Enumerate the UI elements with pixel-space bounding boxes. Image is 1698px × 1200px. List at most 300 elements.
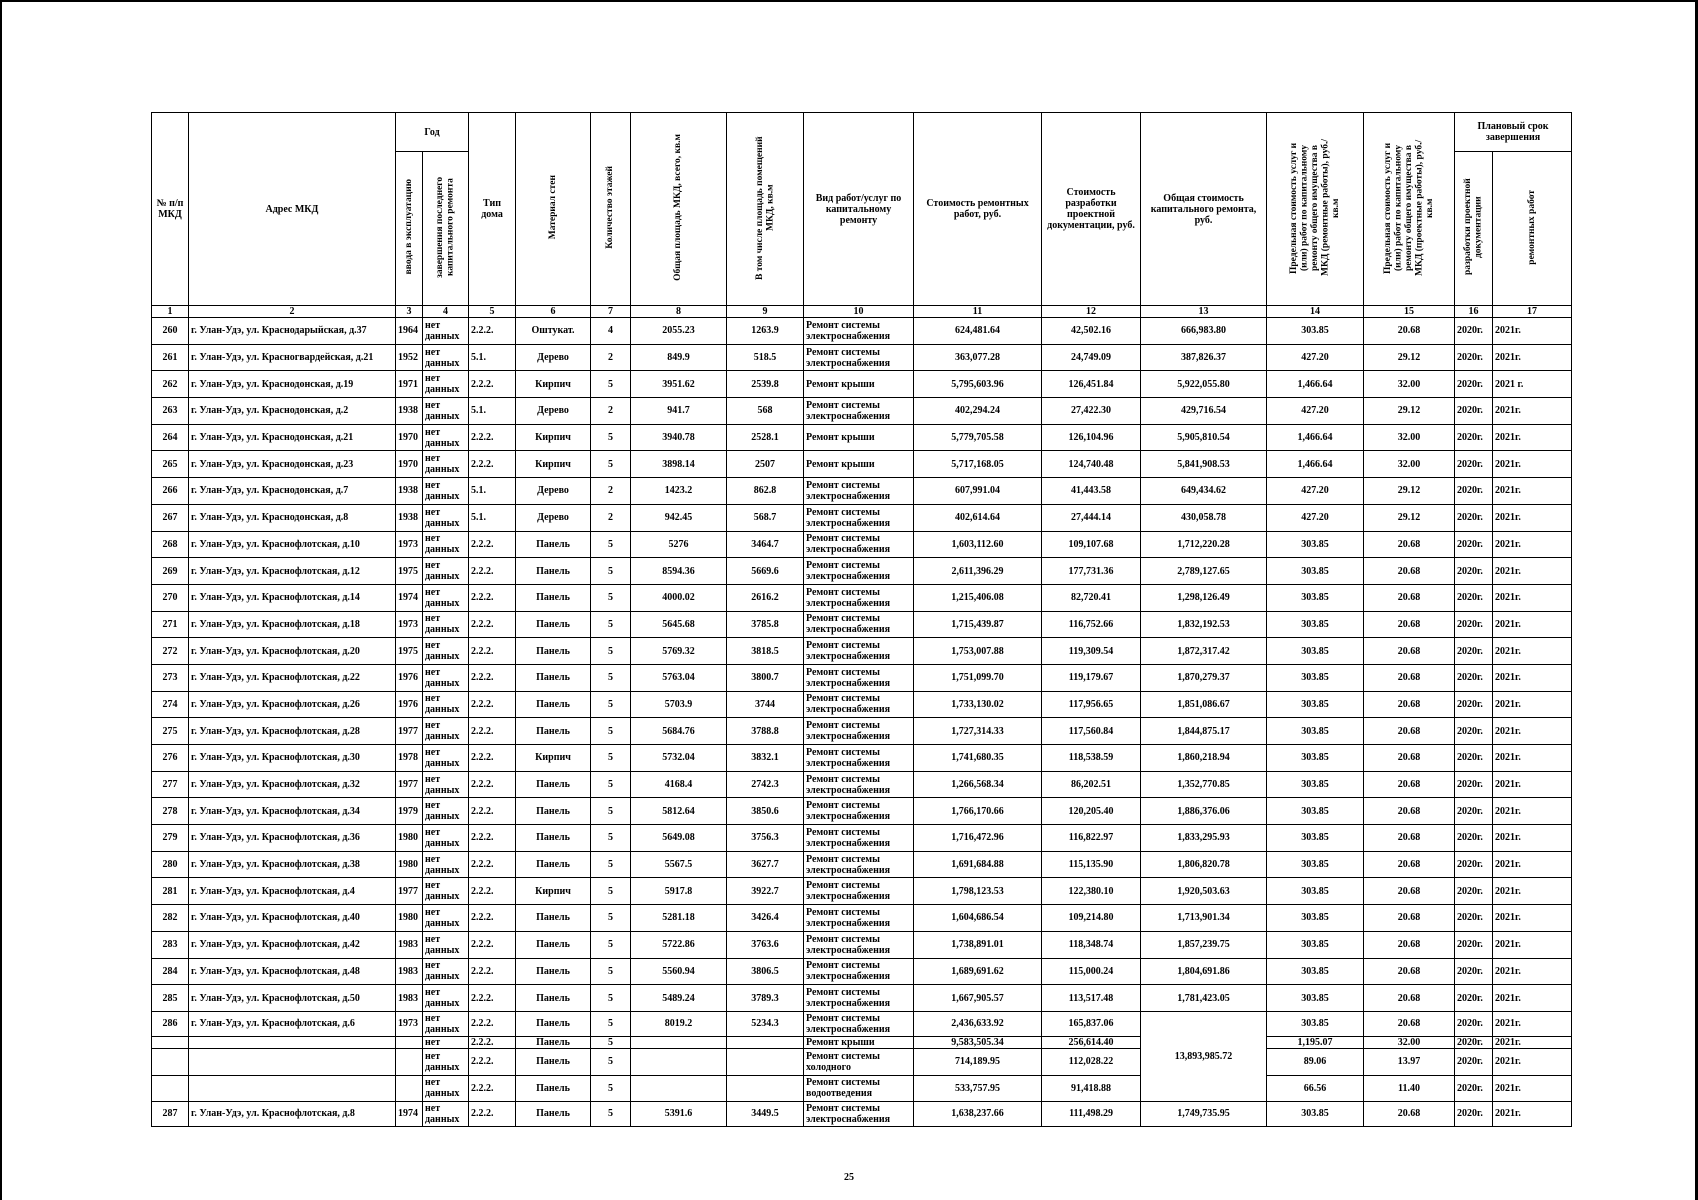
cell-wall-material: Панель [516,1011,591,1036]
cell-total-area: 4000.02 [631,584,727,611]
column-number: 14 [1267,306,1364,318]
cell-limit-repair: 427.20 [1267,504,1364,531]
cell-total-area: 941.7 [631,398,727,425]
cell-floors: 5 [591,371,631,398]
cell-rooms-area: 3426.4 [727,905,804,932]
cell-term-repair: 2021г. [1493,718,1572,745]
cell-repair-cost: 1,638,237.66 [914,1101,1042,1126]
cell-work-type: Ремонт системы холодного [804,1048,914,1075]
cell-wall-material: Панель [516,611,591,638]
cell-floors: 5 [591,664,631,691]
cell-house-type: 5.1. [469,504,516,531]
cell-repair-cost: 2,436,633.92 [914,1011,1042,1036]
cell-total-cost: 429,716.54 [1141,398,1267,425]
cell-repair-cost: 607,991.04 [914,478,1042,505]
cell-floors: 5 [591,825,631,852]
cell-limit-design: 29.12 [1364,344,1455,371]
header-limit-repair: Предельная стоимость услуг и (или) работ по капитальному ремонту общего имущества в МКД (ремонтные работы), руб./кв.м [1267,113,1364,306]
cell-total-area: 5391.6 [631,1101,727,1126]
cell-floors: 5 [591,1048,631,1075]
cell-term-repair: 2021г. [1493,825,1572,852]
cell-address: г. Улан-Удэ, ул. Краснофлотская, д.6 [189,1011,396,1036]
cell-total-area: 5567.5 [631,851,727,878]
cell-term-design: 2020г. [1455,851,1493,878]
cell-number: 263 [152,398,189,425]
cell-limit-design: 20.68 [1364,985,1455,1012]
table-row [152,1011,1572,1036]
cell-repair-cost: 624,481.64 [914,318,1042,345]
cell-rooms-area: 518.5 [727,344,804,371]
cell-wall-material: Панель [516,1075,591,1101]
cell-rooms-area: 3627.7 [727,851,804,878]
cell-number: 284 [152,958,189,985]
cell-year-built: 1971 [396,371,423,398]
cell-work-type: Ремонт системы электроснабжения [804,584,914,611]
cell-year-built: 1983 [396,958,423,985]
cell-limit-design: 32.00 [1364,371,1455,398]
cell-wall-material: Панель [516,718,591,745]
cell-work-type: Ремонт системы электроснабжения [804,478,914,505]
cell-design-cost: 117,560.84 [1042,718,1141,745]
cell-term-repair: 2021г. [1493,318,1572,345]
cell-rooms-area: 2507 [727,451,804,478]
cell-number [152,1036,189,1048]
cell-year-built: 1938 [396,398,423,425]
cell-address [189,1048,396,1075]
cell-number: 265 [152,451,189,478]
cell-year-built: 1978 [396,745,423,772]
cell-last-repair: нет данных [423,1101,469,1126]
cell-work-type: Ремонт крыши [804,424,914,451]
cell-total-area: 4168.4 [631,771,727,798]
cell-limit-repair: 303.85 [1267,691,1364,718]
cell-wall-material: Панель [516,771,591,798]
cell-address: г. Улан-Удэ, ул. Краснофлотская, д.4 [189,878,396,905]
cell-total-cost: 1,870,279.37 [1141,664,1267,691]
cell-total-area: 5489.24 [631,985,727,1012]
cell-work-type: Ремонт системы электроснабжения [804,531,914,558]
table-row [152,531,1572,558]
cell-repair-cost: 1,753,007.88 [914,638,1042,665]
cell-term-repair: 2021г. [1493,851,1572,878]
cell-house-type: 2.2.2. [469,584,516,611]
cell-total-area [631,1036,727,1048]
cell-floors: 2 [591,478,631,505]
cell-rooms-area: 3464.7 [727,531,804,558]
cell-last-repair: нет данных [423,851,469,878]
cell-design-cost: 109,107.68 [1042,531,1141,558]
cell-design-cost: 165,837.06 [1042,1011,1141,1036]
cell-limit-design: 20.68 [1364,851,1455,878]
table-row [152,771,1572,798]
cell-address: г. Улан-Удэ, ул. Краснофлотская, д.10 [189,531,396,558]
cell-term-design: 2020г. [1455,638,1493,665]
table-row [152,558,1572,585]
cell-term-design: 2020г. [1455,478,1493,505]
cell-term-repair: 2021г. [1493,905,1572,932]
header-year-built: ввода в эксплуатацию [396,152,423,306]
table-row [152,691,1572,718]
cell-term-design: 2020г. [1455,958,1493,985]
table-row [152,1036,1572,1048]
column-number: 5 [469,306,516,318]
cell-total-cost: 2,789,127.65 [1141,558,1267,585]
cell-year-built: 1980 [396,825,423,852]
cell-number [152,1075,189,1101]
table-row [152,1048,1572,1075]
cell-work-type: Ремонт системы электроснабжения [804,1011,914,1036]
cell-term-repair: 2021г. [1493,1011,1572,1036]
cell-house-type: 2.2.2. [469,1075,516,1101]
cell-floors: 5 [591,985,631,1012]
cell-house-type: 2.2.2. [469,825,516,852]
cell-last-repair: нет данных [423,905,469,932]
header-year-group: Год [396,113,469,152]
cell-year-built: 1970 [396,424,423,451]
cell-rooms-area: 2742.3 [727,771,804,798]
cell-limit-design: 32.00 [1364,1036,1455,1048]
cell-total-area: 849.9 [631,344,727,371]
cell-house-type: 5.1. [469,478,516,505]
cell-number: 266 [152,478,189,505]
cell-term-design: 2020г. [1455,1101,1493,1126]
cell-number: 277 [152,771,189,798]
header-address: Адрес МКД [189,113,396,306]
cell-limit-design: 20.68 [1364,878,1455,905]
cell-repair-cost: 1,215,406.08 [914,584,1042,611]
cell-term-repair: 2021г. [1493,691,1572,718]
cell-limit-design: 20.68 [1364,584,1455,611]
cell-last-repair: нет данных [423,558,469,585]
cell-total-cost: 1,713,901.34 [1141,905,1267,932]
header-term-group: Плановый срок завершения [1455,113,1572,152]
cell-limit-repair: 66.56 [1267,1075,1364,1101]
cell-floors: 5 [591,745,631,772]
cell-number: 260 [152,318,189,345]
cell-wall-material: Панель [516,584,591,611]
cell-last-repair: нет данных [423,451,469,478]
cell-number: 269 [152,558,189,585]
column-number-row [152,306,1572,318]
cell-rooms-area: 2528.1 [727,424,804,451]
cell-address: г. Улан-Удэ, ул. Краснофлотская, д.50 [189,985,396,1012]
cell-limit-design: 20.68 [1364,691,1455,718]
cell-limit-repair: 1,466.64 [1267,451,1364,478]
table-row [152,745,1572,772]
cell-limit-repair: 303.85 [1267,851,1364,878]
cell-rooms-area: 3922.7 [727,878,804,905]
cell-limit-repair: 303.85 [1267,878,1364,905]
cell-term-design: 2020г. [1455,771,1493,798]
cell-number: 262 [152,371,189,398]
cell-last-repair: нет данных [423,825,469,852]
header-number: № п/п МКД [152,113,189,306]
cell-wall-material: Кирпич [516,371,591,398]
cell-total-cost: 430,058.78 [1141,504,1267,531]
cell-address [189,1075,396,1101]
cell-design-cost: 111,498.29 [1042,1101,1141,1126]
cell-term-design: 2020г. [1455,1075,1493,1101]
header-total-area: Общая площадь МКД, всего, кв.м [631,113,727,306]
cell-year-built: 1977 [396,771,423,798]
cell-work-type: Ремонт системы электроснабжения [804,558,914,585]
cell-total-cost: 1,886,376.06 [1141,798,1267,825]
cell-term-repair: 2021г. [1493,664,1572,691]
cell-total-cost: 1,749,735.95 [1141,1101,1267,1126]
cell-limit-repair: 303.85 [1267,584,1364,611]
cell-year-built: 1974 [396,1101,423,1126]
cell-repair-cost: 1,716,472.96 [914,825,1042,852]
cell-last-repair: нет [423,1036,469,1048]
cell-limit-repair: 303.85 [1267,958,1364,985]
cell-address: г. Улан-Удэ, ул. Краснофлотская, д.18 [189,611,396,638]
cell-floors: 5 [591,558,631,585]
cell-wall-material: Кирпич [516,451,591,478]
table-row [152,398,1572,425]
cell-house-type: 2.2.2. [469,1048,516,1075]
cell-total-cost: 1,298,126.49 [1141,584,1267,611]
scan-edge-top [0,0,1698,2]
cell-design-cost: 126,104.96 [1042,424,1141,451]
cell-limit-repair: 427.20 [1267,344,1364,371]
cell-last-repair: нет данных [423,584,469,611]
cell-term-design: 2020г. [1455,905,1493,932]
cell-limit-design: 20.68 [1364,958,1455,985]
cell-house-type: 2.2.2. [469,878,516,905]
column-number: 16 [1455,306,1493,318]
cell-limit-design: 29.12 [1364,478,1455,505]
cell-work-type: Ремонт системы электроснабжения [804,718,914,745]
cell-limit-repair: 1,195.07 [1267,1036,1364,1048]
cell-address [189,1036,396,1048]
cell-repair-cost: 1,266,568.34 [914,771,1042,798]
cell-total-area: 1423.2 [631,478,727,505]
cell-term-repair: 2021г. [1493,531,1572,558]
cell-rooms-area: 862.8 [727,478,804,505]
cell-limit-repair: 303.85 [1267,1011,1364,1036]
cell-repair-cost: 714,189.95 [914,1048,1042,1075]
cell-limit-repair: 303.85 [1267,798,1364,825]
cell-work-type: Ремонт системы электроснабжения [804,664,914,691]
cell-term-design: 2020г. [1455,451,1493,478]
cell-term-design: 2020г. [1455,558,1493,585]
scan-edge-left [0,0,2,1200]
cell-address: г. Улан-Удэ, ул. Краснофлотская, д.32 [189,771,396,798]
column-number: 17 [1493,306,1572,318]
cell-address: г. Улан-Удэ, ул. Краснофлотская, д.38 [189,851,396,878]
header-design-cost: Стоимость разработки проектной документации, руб. [1042,113,1141,306]
cell-design-cost: 41,443.58 [1042,478,1141,505]
cell-year-built: 1973 [396,611,423,638]
cell-limit-repair: 1,466.64 [1267,424,1364,451]
cell-limit-design: 20.68 [1364,718,1455,745]
cell-design-cost: 177,731.36 [1042,558,1141,585]
cell-term-repair: 2021г. [1493,344,1572,371]
cell-address: г. Улан-Удэ, ул. Краснофлотская, д.34 [189,798,396,825]
cell-term-design: 2020г. [1455,1036,1493,1048]
cell-number: 275 [152,718,189,745]
cell-house-type: 2.2.2. [469,691,516,718]
cell-design-cost: 118,538.59 [1042,745,1141,772]
cell-last-repair: нет данных [423,798,469,825]
cell-address: г. Улан-Удэ, ул. Краснофлотская, д.22 [189,664,396,691]
cell-last-repair: нет данных [423,745,469,772]
cell-limit-repair: 303.85 [1267,611,1364,638]
cell-limit-design: 20.68 [1364,611,1455,638]
cell-total-cost: 1,851,086.67 [1141,691,1267,718]
cell-total-area: 5732.04 [631,745,727,772]
cell-term-design: 2020г. [1455,825,1493,852]
cell-total-area: 5722.86 [631,931,727,958]
cell-last-repair: нет данных [423,985,469,1012]
cell-repair-cost: 1,689,691.62 [914,958,1042,985]
cell-limit-design: 20.68 [1364,318,1455,345]
cell-address: г. Улан-Удэ, ул. Краснодонская, д.21 [189,424,396,451]
cell-rooms-area: 5234.3 [727,1011,804,1036]
cell-last-repair: нет данных [423,344,469,371]
cell-limit-repair: 303.85 [1267,531,1364,558]
cell-floors: 5 [591,691,631,718]
column-number: 7 [591,306,631,318]
cell-year-built: 1970 [396,451,423,478]
cell-repair-cost: 1,715,439.87 [914,611,1042,638]
cell-term-design: 2020г. [1455,531,1493,558]
cell-limit-design: 29.12 [1364,398,1455,425]
column-number: 11 [914,306,1042,318]
cell-rooms-area [727,1036,804,1048]
cell-term-repair: 2021г. [1493,424,1572,451]
cell-limit-design: 20.68 [1364,531,1455,558]
cell-last-repair: нет данных [423,931,469,958]
cell-rooms-area: 2616.2 [727,584,804,611]
cell-rooms-area: 3806.5 [727,958,804,985]
cell-address: г. Улан-Удэ, ул. Краснодонская, д.2 [189,398,396,425]
cell-floors: 5 [591,905,631,932]
cell-limit-repair: 303.85 [1267,718,1364,745]
cell-year-built: 1980 [396,851,423,878]
cell-last-repair: нет данных [423,478,469,505]
cell-year-built: 1975 [396,558,423,585]
cell-term-repair: 2021г. [1493,1075,1572,1101]
table-row [152,318,1572,345]
table-row [152,1075,1572,1101]
cell-repair-cost: 5,795,603.96 [914,371,1042,398]
cell-total-cost: 1,920,503.63 [1141,878,1267,905]
cell-last-repair: нет данных [423,531,469,558]
cell-total-cost: 1,781,423.05 [1141,985,1267,1012]
cell-number: 273 [152,664,189,691]
cell-floors: 5 [591,851,631,878]
cell-number: 285 [152,985,189,1012]
cell-design-cost: 116,822.97 [1042,825,1141,852]
cell-number [152,1048,189,1075]
cell-wall-material: Панель [516,558,591,585]
cell-term-repair: 2021г. [1493,985,1572,1012]
cell-house-type: 2.2.2. [469,531,516,558]
cell-house-type: 2.2.2. [469,611,516,638]
cell-number: 279 [152,825,189,852]
cell-repair-cost: 1,738,891.01 [914,931,1042,958]
cell-wall-material: Панель [516,931,591,958]
cell-floors: 5 [591,424,631,451]
cell-address: г. Улан-Удэ, ул. Краснодарыйская, д.37 [189,318,396,345]
cell-address: г. Улан-Удэ, ул. Краснофлотская, д.14 [189,584,396,611]
cell-term-design: 2020г. [1455,718,1493,745]
cell-last-repair: нет данных [423,638,469,665]
cell-work-type: Ремонт системы электроснабжения [804,691,914,718]
cell-limit-repair: 89.06 [1267,1048,1364,1075]
cell-number: 261 [152,344,189,371]
cell-limit-repair: 427.20 [1267,398,1364,425]
cell-repair-cost: 5,779,705.58 [914,424,1042,451]
cell-wall-material: Дерево [516,504,591,531]
cell-limit-repair: 303.85 [1267,985,1364,1012]
cell-wall-material: Панель [516,985,591,1012]
cell-work-type: Ремонт системы электроснабжения [804,825,914,852]
cell-term-repair: 2021г. [1493,398,1572,425]
cell-term-design: 2020г. [1455,878,1493,905]
cell-number: 268 [152,531,189,558]
cell-term-design: 2020г. [1455,398,1493,425]
cell-total-area: 3898.14 [631,451,727,478]
cell-limit-design: 20.68 [1364,905,1455,932]
cell-rooms-area: 1263.9 [727,318,804,345]
cell-total-area: 5684.76 [631,718,727,745]
cell-last-repair: нет данных [423,1011,469,1036]
cell-term-repair: 2021г. [1493,611,1572,638]
cell-total-cost: 1,352,770.85 [1141,771,1267,798]
cell-term-repair: 2021г. [1493,1048,1572,1075]
column-number: 9 [727,306,804,318]
cell-work-type: Ремонт системы электроснабжения [804,931,914,958]
cell-floors: 5 [591,584,631,611]
cell-address: г. Улан-Удэ, ул. Краснофлотская, д.8 [189,1101,396,1126]
column-number: 8 [631,306,727,318]
cell-design-cost: 27,444.14 [1042,504,1141,531]
cell-number: 282 [152,905,189,932]
cell-address: г. Улан-Удэ, ул. Краснодонская, д.8 [189,504,396,531]
cell-total-area [631,1075,727,1101]
column-number: 6 [516,306,591,318]
cell-repair-cost: 1,741,680.35 [914,745,1042,772]
cell-design-cost: 117,956.65 [1042,691,1141,718]
cell-term-repair: 2021г. [1493,798,1572,825]
cell-total-cost: 1,833,295.93 [1141,825,1267,852]
table-row [152,504,1572,531]
column-number: 15 [1364,306,1455,318]
cell-term-design: 2020г. [1455,931,1493,958]
cell-rooms-area [727,1048,804,1075]
cell-limit-design: 20.68 [1364,638,1455,665]
cell-rooms-area: 3789.3 [727,985,804,1012]
table-row [152,424,1572,451]
cell-rooms-area: 5669.6 [727,558,804,585]
header-total-cost: Общая стоимость капитального ремонта, руб. [1141,113,1267,306]
cell-total-area: 5560.94 [631,958,727,985]
cell-limit-design: 29.12 [1364,504,1455,531]
cell-total-cost: 5,922,055.80 [1141,371,1267,398]
table-row [152,664,1572,691]
cell-wall-material: Панель [516,691,591,718]
cell-year-built: 1975 [396,638,423,665]
cell-address: г. Улан-Удэ, ул. Краснофлотская, д.28 [189,718,396,745]
cell-limit-design: 32.00 [1364,424,1455,451]
cell-house-type: 2.2.2. [469,851,516,878]
cell-design-cost: 86,202.51 [1042,771,1141,798]
cell-number: 267 [152,504,189,531]
cell-house-type: 2.2.2. [469,451,516,478]
cell-house-type: 2.2.2. [469,424,516,451]
